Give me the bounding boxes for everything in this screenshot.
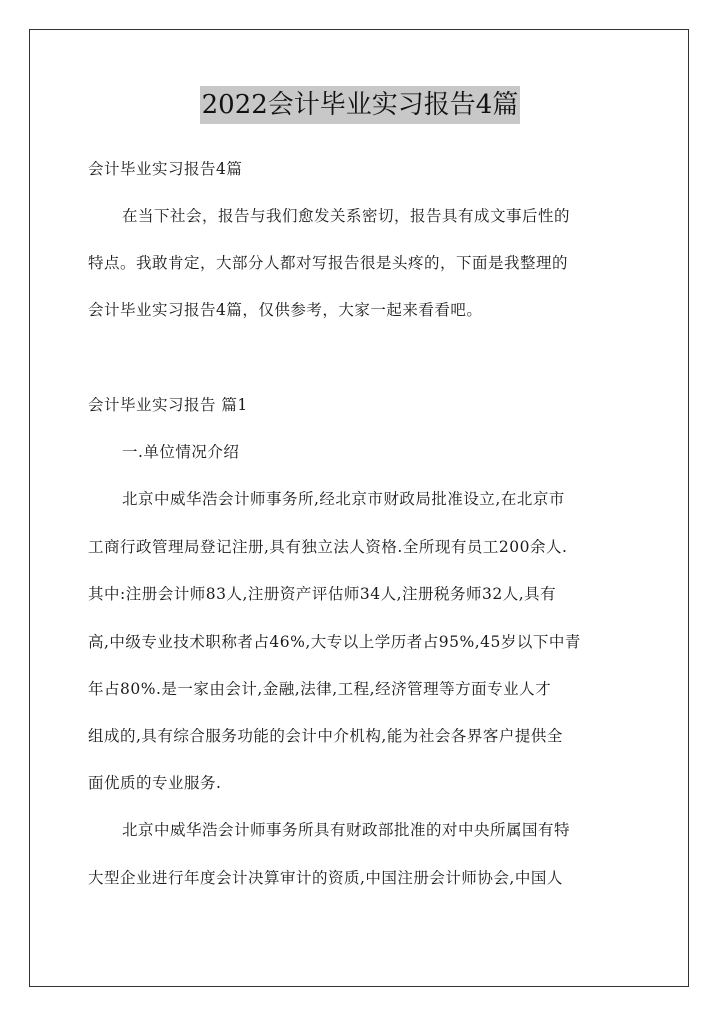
title-container — [0, 86, 720, 124]
para1-line-3: 其中:注册会计师83人,注册资产评估师34人,注册税务师32人,具有 — [88, 585, 557, 603]
document-subtitle: 会计毕业实习报告4篇 — [88, 160, 243, 178]
para1-line-2: 工商行政管理局登记注册,具有独立法人资格.全所现有员工200余人. — [88, 538, 568, 556]
para2-line-1: 北京中威华浩会计师事务所具有财政部批准的对中央所属国有特 — [122, 821, 571, 839]
section-heading: 会计毕业实习报告 篇1 — [88, 396, 248, 414]
para1-line-6: 组成的,具有综合服务功能的会计中介机构,能为社会各界客户提供全 — [88, 727, 563, 745]
intro-line-1: 在当下社会，报告与我们愈发关系密切，报告具有成文事后性的 — [122, 207, 571, 225]
para1-line-4: 高,中级专业技术职称者占46%,大专以上学历者占95%,45岁以下中青 — [88, 633, 581, 651]
para1-line-7: 面优质的专业服务. — [88, 774, 222, 792]
section-subheading: 一.单位情况介绍 — [122, 443, 240, 461]
intro-line-2: 特点。我敢肯定，大部分人都对写报告很是头疼的，下面是我整理的 — [88, 254, 569, 272]
document-title: 2022会计毕业实习报告4篇 — [200, 86, 521, 124]
para1-line-1: 北京中威华浩会计师事务所,经北京市财政局批准设立,在北京市 — [122, 490, 565, 508]
para1-line-5: 年占80%.是一家由会计,金融,法律,工程,经济管理等方面专业人才 — [88, 680, 552, 698]
intro-line-3: 会计毕业实习报告4篇，仅供参考，大家一起来看看吧。 — [88, 301, 483, 319]
para2-line-2: 大型企业进行年度会计决算审计的资质,中国注册会计师协会,中国人 — [88, 869, 563, 887]
